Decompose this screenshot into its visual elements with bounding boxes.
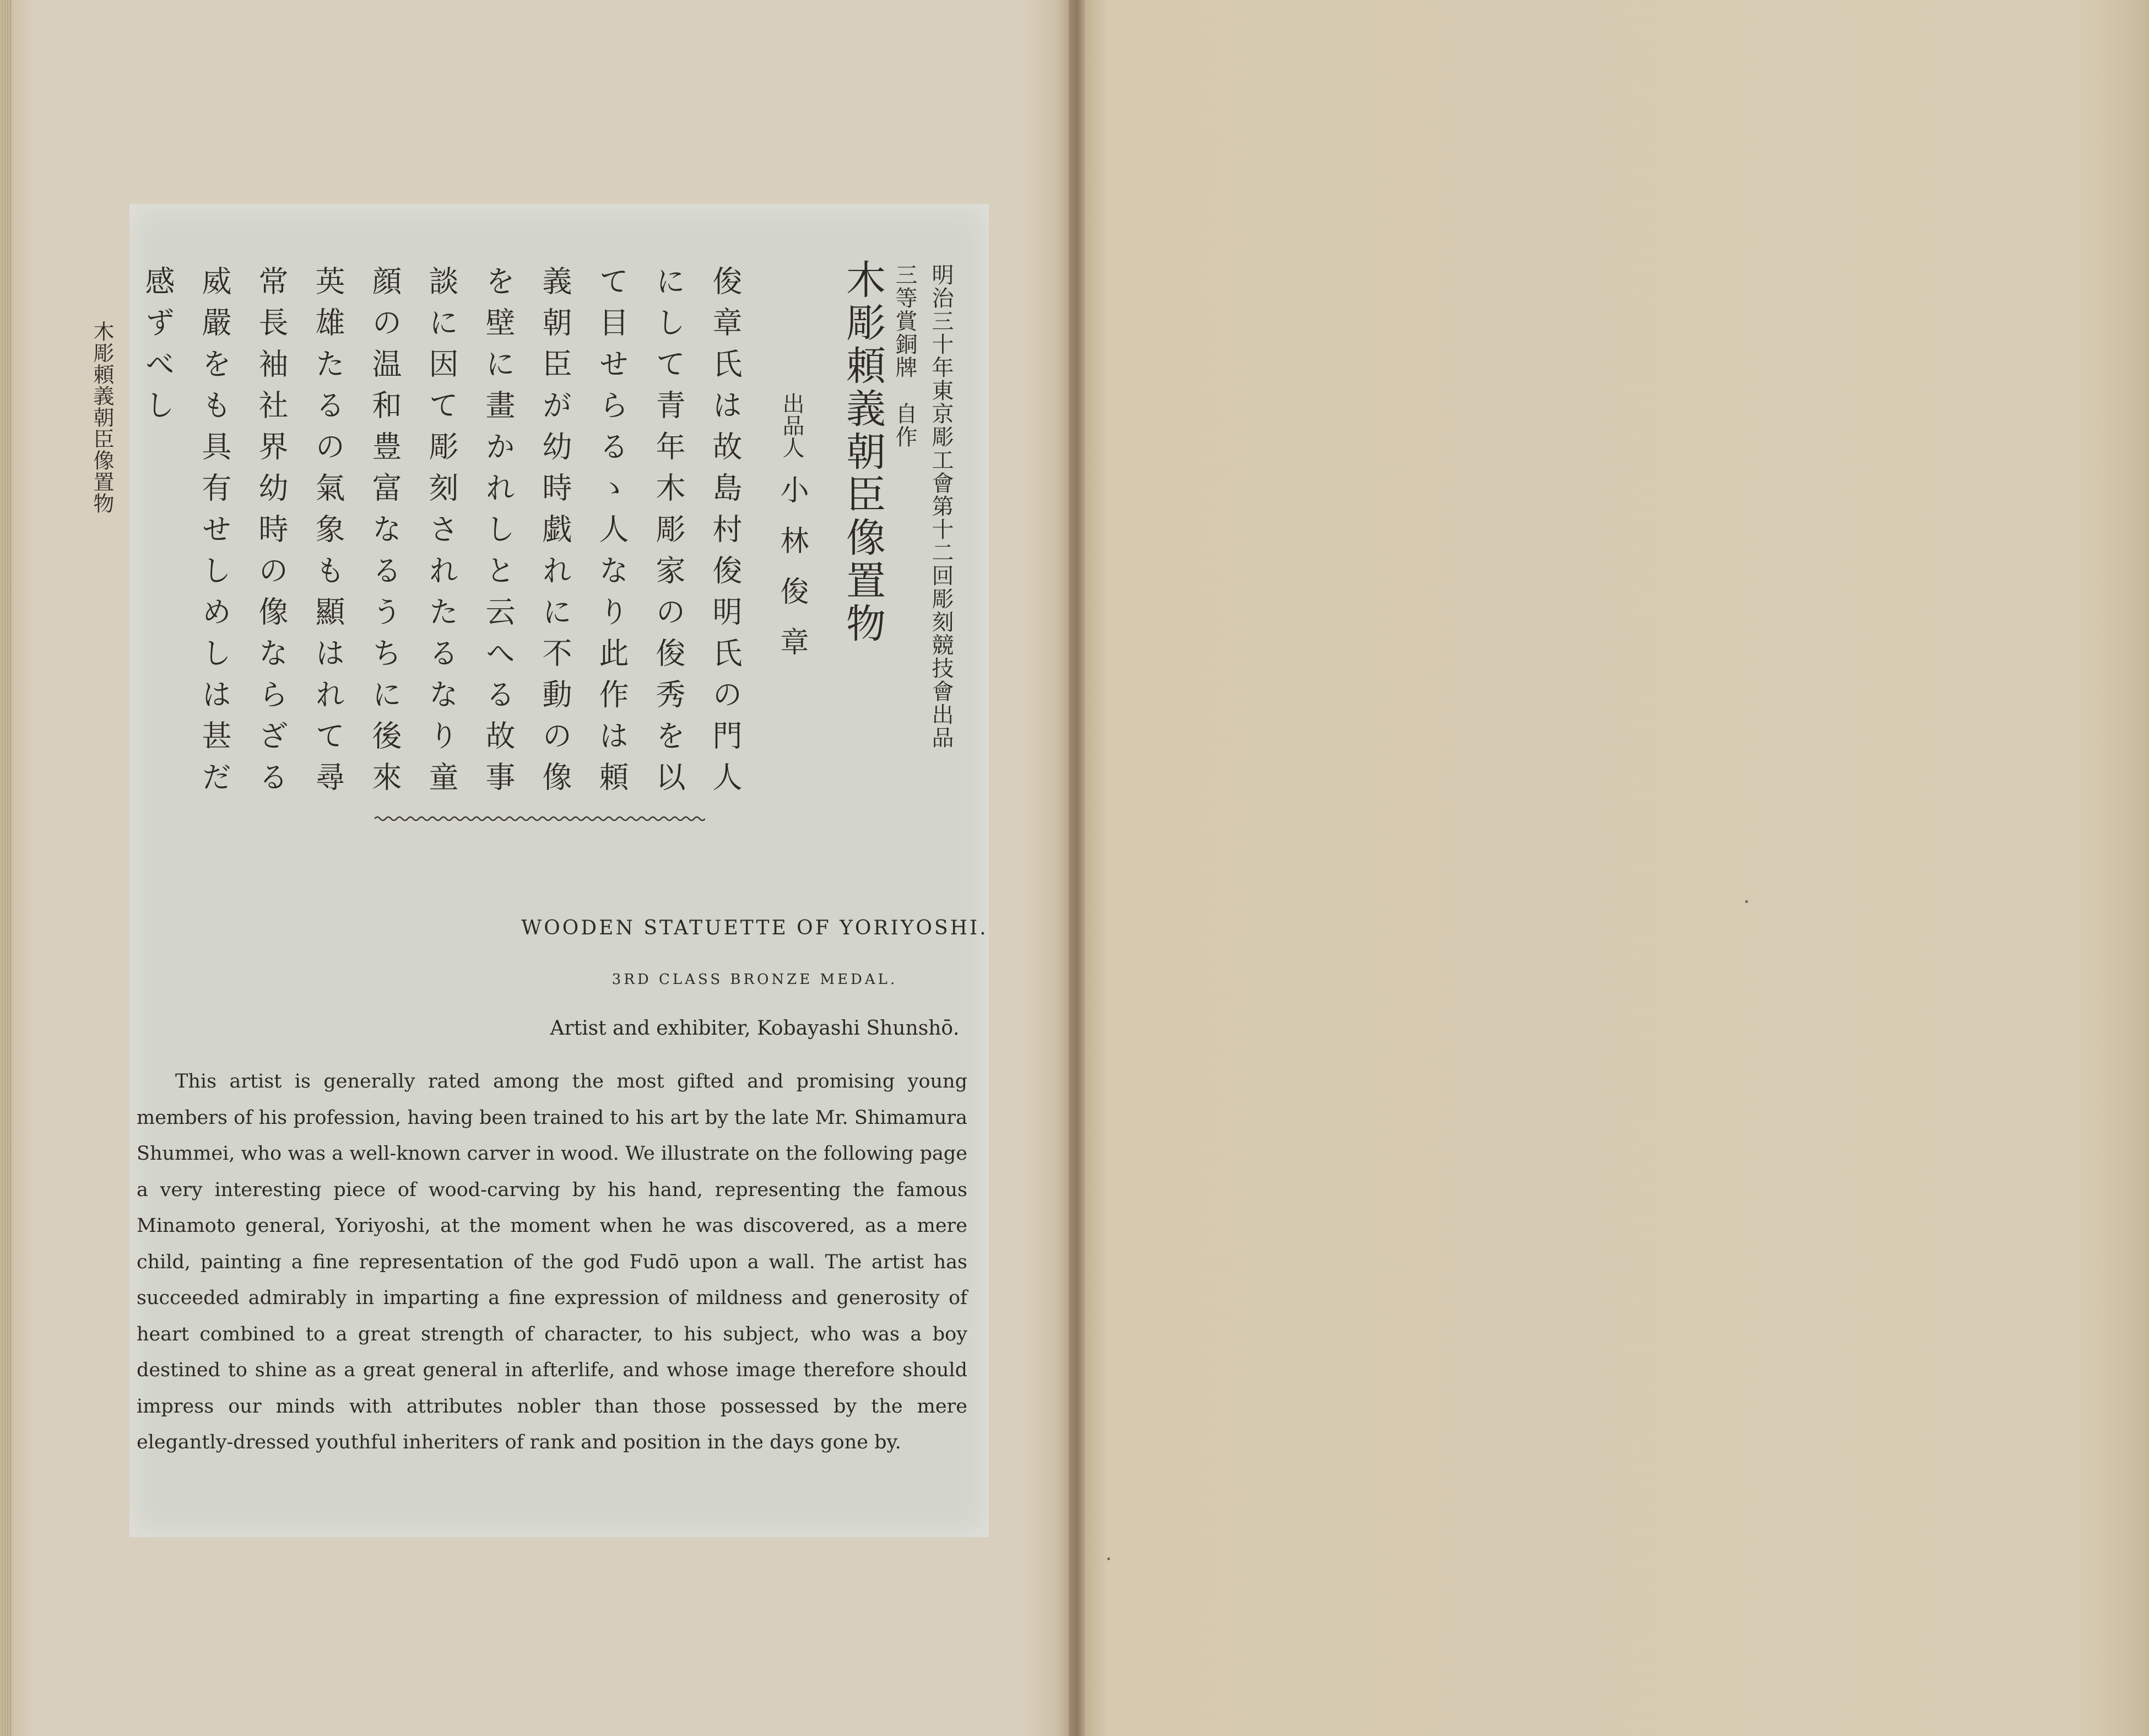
wavy-divider <box>375 814 705 823</box>
body-column-3: て目せらるゝ人なり此作は頼 <box>594 266 629 803</box>
award-line: 三等賞銅牌 自作 <box>892 263 917 448</box>
paper-speck <box>1745 900 1748 903</box>
body-column-5: を壁に畫かれしと云へる故事 <box>481 266 516 803</box>
book-gutter <box>1069 0 1085 1736</box>
body-column-4: 義朝臣が幼時戯れに不動の像 <box>538 266 572 803</box>
right-page-blank <box>1085 0 2149 1736</box>
body-column-7: 顔の温和豊富なるうちに後來 <box>367 266 402 803</box>
page-edge-stack <box>0 0 12 1736</box>
body-column-2: にして青年木彫家の俊秀を以 <box>651 266 686 803</box>
body-column-9: 常長袖社界幼時の像ならざる <box>254 266 289 803</box>
exhibitor-name: 小林俊章 <box>775 475 808 678</box>
body-column-11: 感ずべし <box>140 266 175 431</box>
exhibitor-label: 出品人 <box>779 392 804 458</box>
body-column-8: 英雄たるの氣象も顯はれて尋 <box>311 266 345 803</box>
english-artist-line: Artist and exhibiter, Kobayashi Shunshō. <box>550 1017 960 1040</box>
japanese-title: 木彫頼義朝臣像置物 <box>840 259 886 646</box>
exhibition-line: 明治三十年東京彫工會第十二回彫刻競技會出品 <box>928 263 954 749</box>
body-column-10: 威嚴をも具有せしめしは甚だ <box>197 266 232 803</box>
exhibitor-column <box>771 392 813 678</box>
paper-speck <box>1107 1557 1110 1560</box>
body-column-6: 談に因て彫刻されたるなり童 <box>424 266 459 803</box>
body-column-1: 俊章氏は故島村俊明氏の門人 <box>708 266 743 803</box>
english-paragraph: This artist is generally rated among the most gifted and promising young members of his profession, having been trained to his art by the late Mr. Shimamura Shummei, who was a well-known carver in wood. We illustrate on the following page a very interesting piece of wood-carving by his hand, representing the famous Minamoto general, Yoriyoshi, at the moment when he was discovered, as a mere child, painting a fine representation of the god Fudō upon a wall. The artist has succeeded admirably in imparting a fine expression of mildness and generosity of heart combined to a great strength of character, to his subject, who was a boy destined to shine as a great general in afterlife, and whose image therefore should impress our minds with attributes nobler than those possessed by the mere elegantly-dressed youthful inheriters of rank and position in the days gone by. <box>137 1070 967 1453</box>
english-medal: 3RD CLASS BRONZE MEDAL. <box>611 971 898 988</box>
english-title: WOODEN STATUETTE OF YORIYOSHI. <box>521 917 988 939</box>
side-caption: 木彫頼義朝臣像置物 <box>90 321 114 514</box>
